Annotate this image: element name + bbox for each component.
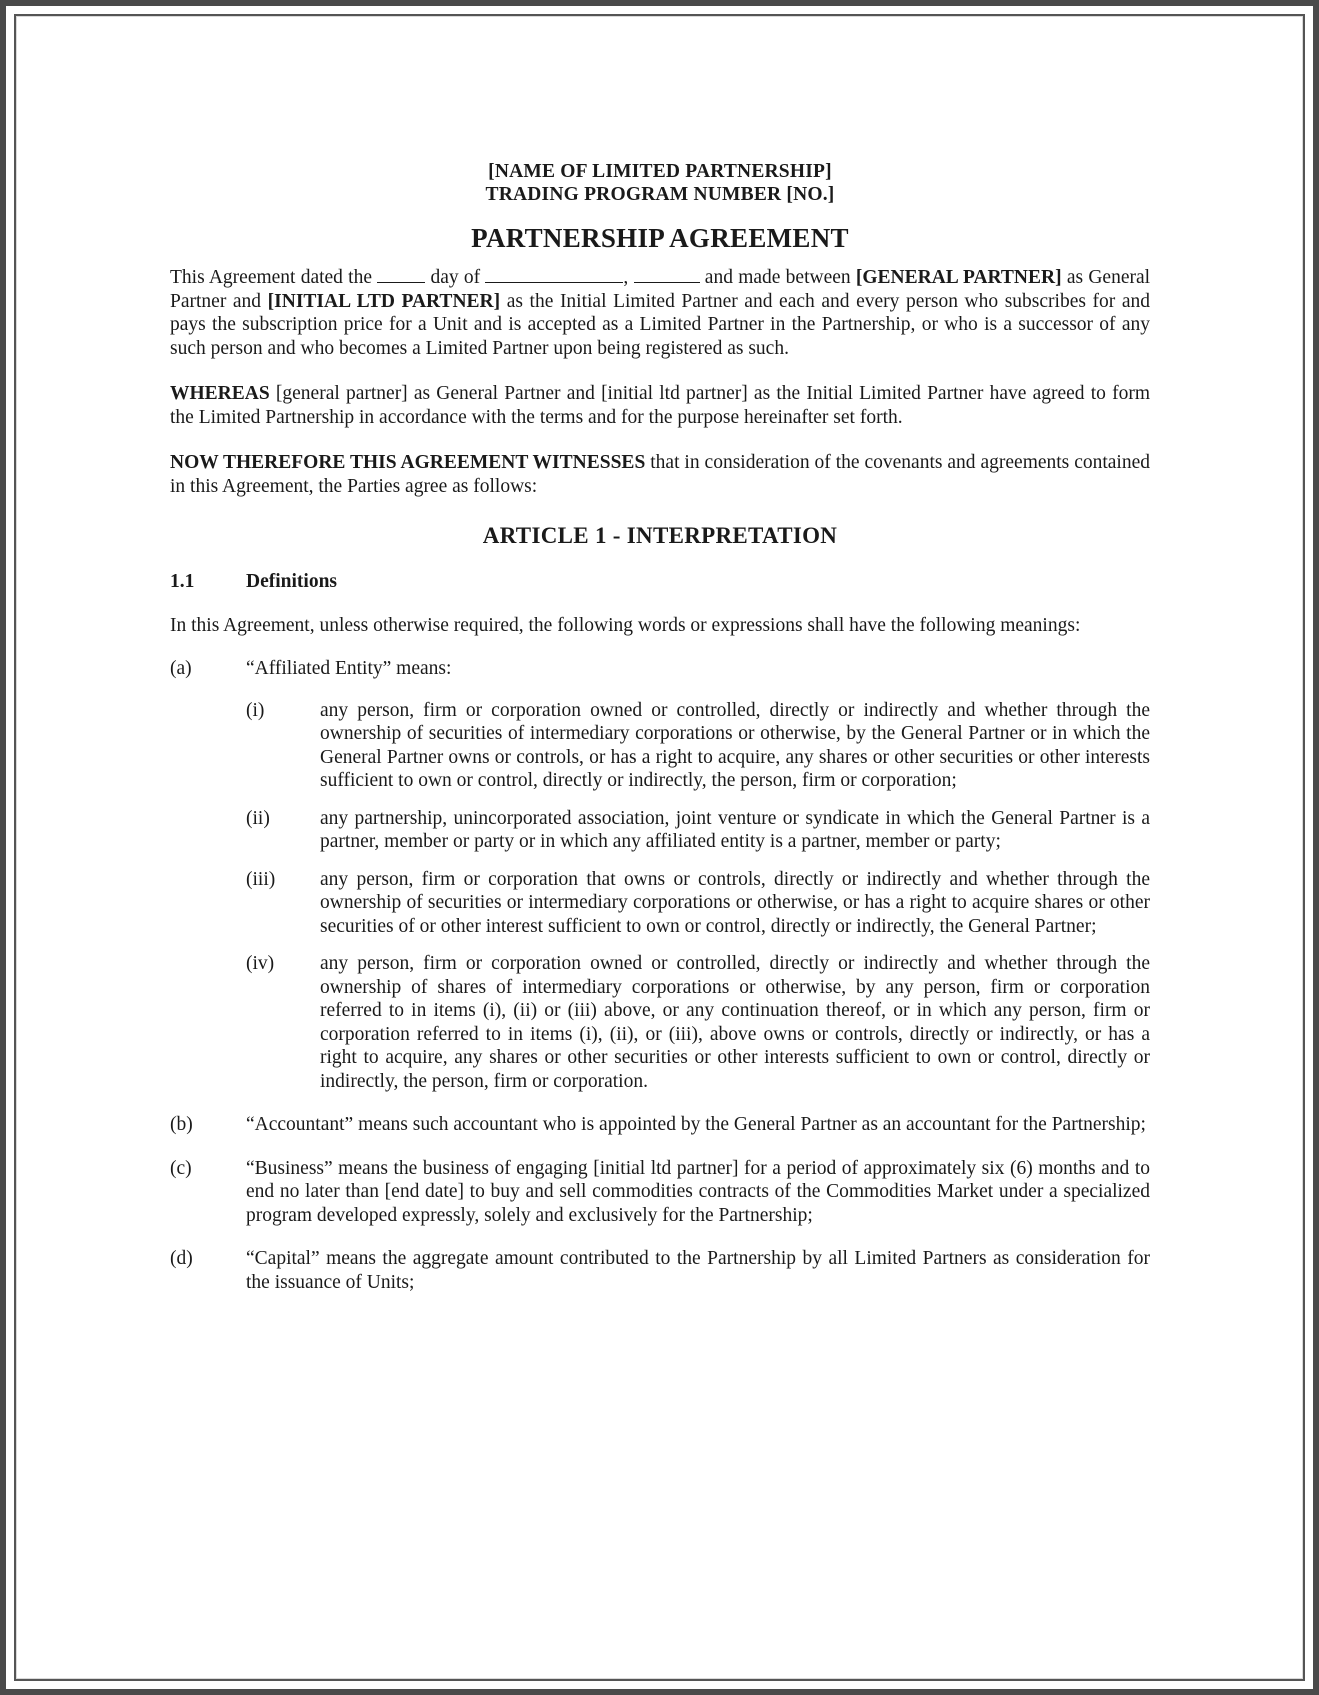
definition-label: (b) [170,1114,193,1135]
trading-program-heading: TRADING PROGRAM NUMBER [NO.] [485,184,835,205]
definitions-intro: In this Agreement, unless otherwise required, the following words or expressions shall have the following meanings: [170,614,1081,636]
intro-paragraph [170,266,1150,360]
definition-text: “Business” means the business of engaging [initial ltd partner] for a period of approximately six (6) months and to end no later than [end date] to buy and sell commodities contracts of the Commodities Market under a specialized program developed expressly, solely and exclusively for the Partnership; [246,1157,1150,1226]
definition-text: “Capital” means the aggregate amount contributed to the Partnership by all Limited Partners as consideration for the issuance of Units; [246,1248,1150,1293]
definition-label: (d) [170,1248,193,1269]
sub-item-text: any partnership, unincorporated association, joint venture or syndicate in which the General Partner is a partner, member or party or in which any affiliated entity is a partner, member or party; [320,807,1150,852]
intro-text-f: as the Initial Limited Partner and each and every person who subscribes for and pays the subscription price for a Unit and is accepted as a Limited Partner in the Partnership, or who is a successor of any such person and who becomes a Limited Partner upon being registered as such. [170,290,1151,359]
sub-item-text: any person, firm or corporation that owns or controls, directly or indirectly and whether through the ownership of securities or intermediary corporations or otherwise, or has a right to acquire shares or other securities of or other interest sufficient to own or control, directly or indirectly, the General Partner; [320,868,1150,937]
definition-text: “Affiliated Entity” means: [246,658,452,679]
whereas-text: [general partner] as General Partner and [initial ltd partner] as the Initial Limited Partner have agreed to form the Limited Partnership in accordance with the terms and for the purpose hereinafter set forth. [170,383,1150,428]
definition-item [170,1157,1150,1228]
definition-label: (a) [170,658,192,679]
intro-text-e: as General Partner and [170,267,1151,312]
sub-item [170,807,1150,854]
section-heading [170,570,1150,594]
document-page [170,160,1150,1294]
definition-label: (c) [170,1157,192,1179]
day-blank [377,266,425,283]
article-heading: ARTICLE 1 - INTERPRETATION [482,523,838,548]
definition-item [170,1247,1150,1294]
initial-ltd-partner-placeholder: [INITIAL LTD PARTNER] [267,290,501,312]
sub-item-text: any person, firm or corporation owned or controlled, directly or indirectly and whether through the ownership of shares of intermediary corporations or otherwise, by any person, firm or corporation referred to in items (i), (ii) or (iii) above, or any continuation thereof, or in which any person, firm or corporation referred to in items (i), (ii), or (iii), above owns or controls, directly or indirectly, or has a right to acquire, any shares or other securities or other interests sufficient to own or control, directly or indirectly, the person, firm or corporation. [320,953,1150,1092]
section-number: 1.1 [170,571,195,592]
general-partner-placeholder: [GENERAL PARTNER] [855,267,1062,288]
sub-item [170,868,1150,939]
intro-text-b: day of [430,267,481,288]
sub-item-label: (iv) [246,953,275,974]
intro-text-c: , [623,267,629,288]
definition-text: “Accountant” means such accountant who is appointed by the General Partner as an accountant for the Partnership; [246,1114,1146,1135]
document-title: PARTNERSHIP AGREEMENT [471,223,849,253]
whereas-label: WHEREAS [170,383,270,404]
now-therefore-label: NOW THEREFORE THIS AGREEMENT WITNESSES [170,452,646,473]
sub-item-label: (i) [246,699,265,721]
now-therefore-text: that in consideration of the covenants and agreements contained in this Agreement, the Parties agree as follows: [170,452,1151,497]
sub-item-label: (iii) [246,868,276,890]
section-title: Definitions [246,571,338,592]
sub-item-label: (ii) [246,807,270,829]
intro-text-d: and made between [704,267,851,288]
whereas-paragraph [170,382,1150,429]
now-therefore-paragraph [170,451,1150,498]
partnership-name-heading: [NAME OF LIMITED PARTNERSHIP] [488,161,832,182]
year-blank [634,266,700,283]
intro-text-a: This Agreement dated the [170,267,373,288]
sub-item [170,952,1150,1093]
definition-item [170,1113,1150,1137]
definition-item [170,657,1150,681]
sub-item [170,699,1150,793]
sub-item-text: any person, firm or corporation owned or controlled, directly or indirectly and whether through the ownership of securities of intermediary corporations or otherwise, by the General Partner or in which the General Partner owns or controls, or has a right to acquire, any shares or other securities or other interests sufficient to own or control, directly or indirectly, the person, firm or corporation; [320,699,1150,791]
month-blank [485,266,623,283]
